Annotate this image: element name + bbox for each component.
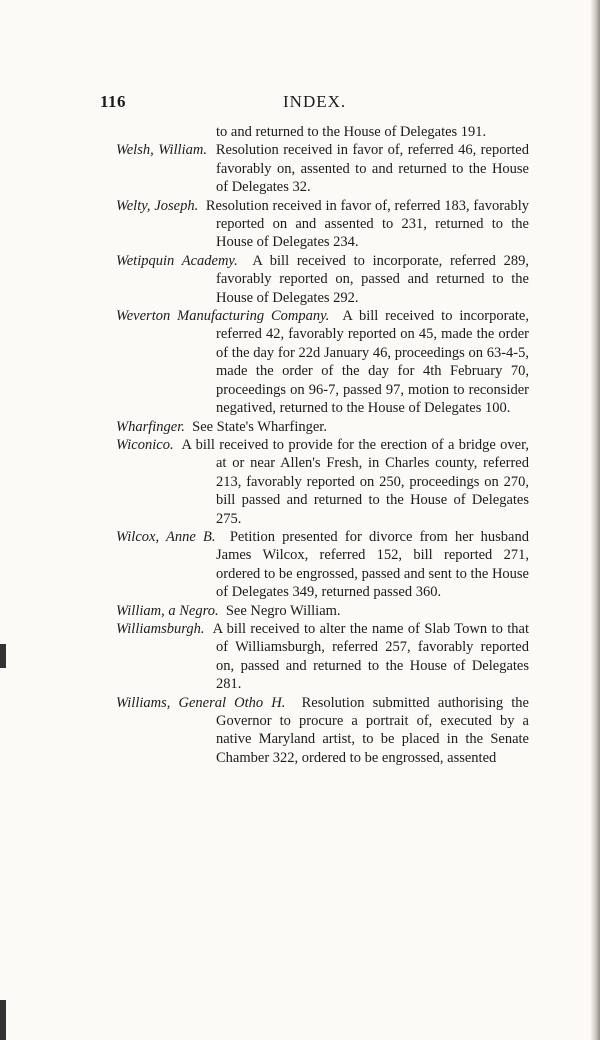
margin-mark (0, 644, 6, 668)
entry-heading: William, a Negro. (116, 602, 219, 619)
index-entry (116, 197, 529, 252)
entry-heading: Wilcox, Anne B. (116, 528, 216, 545)
index-entry (116, 602, 529, 620)
entry-heading: Wiconico. (116, 436, 174, 453)
entry-heading: Welty, Joseph. (116, 197, 199, 214)
index-entry (116, 141, 529, 196)
page-edge-shadow (590, 0, 600, 1040)
index-entry (116, 252, 529, 307)
margin-mark (0, 1000, 6, 1040)
entry-heading: Welsh, William. (116, 142, 207, 159)
index-entry (116, 694, 529, 768)
running-head: INDEX. (283, 92, 347, 111)
entry-text: A bill received to incorporate, referred 42, favorably reported on 45, made the order of the day for 22d January 46, proceedings on 63-4-5, made the order of the day for 4th February 70, proceedings on 96-7, passed 97, motion to reconsider negatived, returned to the House of Delegates 100. (216, 308, 529, 417)
index-entry (116, 307, 529, 417)
entry-heading: Wharfinger. (116, 418, 185, 435)
entry-text: Resolution received in favor of, referred 46, reported favorably on, assented to and returned to the House of Delegates 32. (215, 142, 529, 196)
index-entry (116, 528, 529, 602)
entry-text: A bill received to alter the name of Slab Town to that of Williamsburgh, referred 257, favorably reported on, passed and returned to the House of Delegates 281. (212, 620, 529, 693)
entry-heading: Weverton Manufacturing Company. (116, 308, 330, 325)
entry-text: A bill received to provide for the erection of a bridge over, at or near Allen's Fresh, in Charles county, referred 213, favorably reported on 250, proceedings on 270, bill passed and returned to the House of Delegates 275. (181, 436, 529, 527)
entry-text: A bill received to incorporate, referred 289, favorably reported on, passed and returned to the House of Delegates 292. (216, 252, 530, 306)
index-entry (116, 418, 529, 436)
entry-text: Resolution received in favor of, referred 183, favorably reported on and assented to 231, returned to the House of Delegates 234. (205, 197, 529, 251)
entry-text: Petition presented for divorce from her husband James Wilcox, referred 152, bill reported 271, ordered to be engrossed, passed and sent to the House of Delegates 349, returned passed 360. (216, 528, 529, 601)
entry-text: See Negro William. (225, 602, 341, 619)
entry-heading: Williams, General Otho H. (116, 694, 286, 711)
entry-text: Resolution submitted authorising the Governor to procure a portrait of, executed by a native Maryland artist, to be placed in the Senate Chamber 322, ordered to be engrossed, assented (216, 694, 529, 766)
entry-text: to and returned to the House of Delegates 191. (216, 124, 487, 140)
index-entry (116, 620, 529, 694)
entry-heading: Williamsburgh. (116, 620, 205, 637)
entry-heading: Wetipquin Academy. (116, 252, 238, 269)
page-number: 116 (100, 92, 127, 111)
index-entry-continuation (116, 123, 529, 141)
index-entries (116, 123, 529, 767)
index-entry (116, 436, 529, 528)
entry-text: See State's Wharfinger. (192, 418, 327, 435)
